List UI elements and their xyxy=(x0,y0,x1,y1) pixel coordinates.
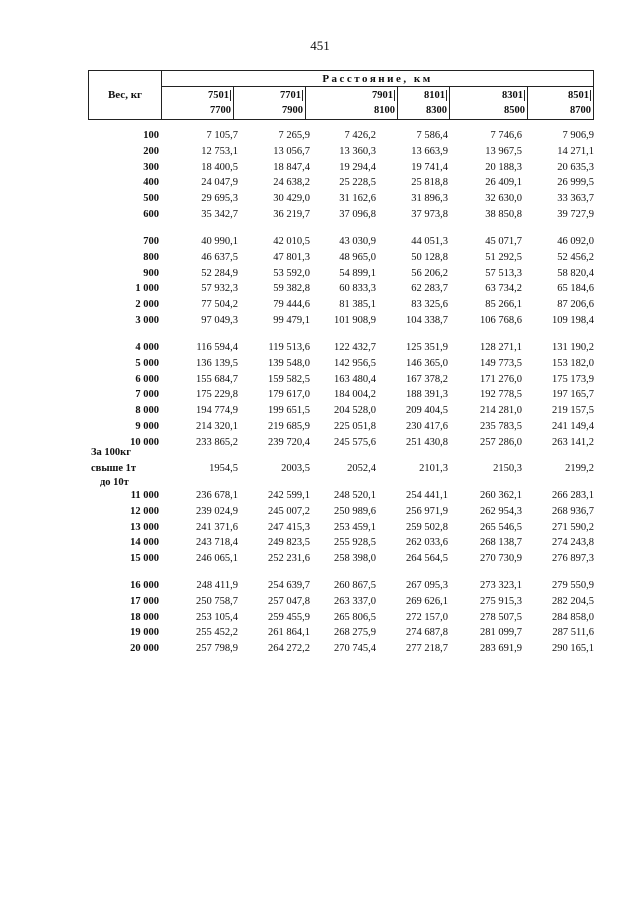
rate-cell: 29 695,3 xyxy=(201,193,238,204)
rate-cell: 260 362,1 xyxy=(480,490,522,501)
table-row xyxy=(88,299,594,313)
rate-cell: 250 758,7 xyxy=(196,596,238,607)
rate-cell: 214 320,1 xyxy=(196,421,238,432)
weight-cell: 1 000 xyxy=(135,283,159,294)
rate-cell: 7 586,4 xyxy=(416,130,448,141)
rate-cell: 274 687,8 xyxy=(406,627,448,638)
rate-cell: 54 899,1 xyxy=(339,268,376,279)
rate-cell: 257 286,0 xyxy=(480,437,522,448)
table-row xyxy=(88,162,594,176)
rate-cell: 192 778,5 xyxy=(480,389,522,400)
distance-to: 8300 xyxy=(426,105,447,116)
rate-cell: 245 007,2 xyxy=(268,506,310,517)
rate-cell: 256 971,9 xyxy=(406,506,448,517)
rate-cell: 263 141,2 xyxy=(552,437,594,448)
rate-cell: 268 138,7 xyxy=(480,537,522,548)
rate-cell: 65 184,6 xyxy=(557,283,594,294)
rate-cell: 214 281,0 xyxy=(480,405,522,416)
distance-column-header xyxy=(162,87,233,119)
rate-cell: 45 071,7 xyxy=(485,236,522,247)
distance-column-header xyxy=(233,87,305,119)
table-row xyxy=(88,268,594,282)
rate-cell: 149 773,5 xyxy=(480,358,522,369)
weight-cell: 15 000 xyxy=(130,553,159,564)
rate-cell: 184 004,2 xyxy=(334,389,376,400)
rate-cell: 125 351,9 xyxy=(406,342,448,353)
rate-cell: 7 906,9 xyxy=(562,130,594,141)
rate-cell: 272 157,0 xyxy=(406,612,448,623)
rate-cell: 52 284,9 xyxy=(201,268,238,279)
rate-cell: 245 575,6 xyxy=(334,437,376,448)
rate-cell: 99 479,1 xyxy=(273,315,310,326)
rate-cell: 225 051,8 xyxy=(334,421,376,432)
weight-cell: 18 000 xyxy=(130,612,159,623)
weight-cell: 6 000 xyxy=(135,374,159,385)
rate-cell: 36 219,7 xyxy=(273,209,310,220)
weight-cell: 4 000 xyxy=(135,342,159,353)
rate-cell: 269 626,1 xyxy=(406,596,448,607)
rate-cell: 250 989,6 xyxy=(334,506,376,517)
weight-cell: 100 xyxy=(143,130,159,141)
rate-cell: 264 564,5 xyxy=(406,553,448,564)
weight-cell: 300 xyxy=(143,162,159,173)
rate-cell: 175 229,8 xyxy=(196,389,238,400)
rate-cell: 33 363,7 xyxy=(557,193,594,204)
rate-cell: 31 162,6 xyxy=(339,193,376,204)
distance-column-header xyxy=(397,87,449,119)
rate-cell: 268 936,7 xyxy=(552,506,594,517)
rate-cell: 40 990,1 xyxy=(201,236,238,247)
rate-cell: 116 594,4 xyxy=(196,342,238,353)
distance-from: 8501 xyxy=(568,90,589,101)
rate-cell: 51 292,5 xyxy=(485,252,522,263)
rate-cell: 194 774,9 xyxy=(196,405,238,416)
rate-cell: 257 047,8 xyxy=(268,596,310,607)
rate-cell: 153 182,0 xyxy=(552,358,594,369)
distance-column-header xyxy=(305,87,397,119)
distance-from: 7501 xyxy=(208,90,229,101)
rate-cell: 159 582,5 xyxy=(268,374,310,385)
rate-cell: 87 206,6 xyxy=(557,299,594,310)
rate-cell: 265 546,5 xyxy=(480,522,522,533)
table-row xyxy=(88,627,594,641)
weight-cell: 900 xyxy=(143,268,159,279)
rate-cell: 37 973,8 xyxy=(411,209,448,220)
rate-cell: 7 265,9 xyxy=(278,130,310,141)
rate-cell: 20 635,3 xyxy=(557,162,594,173)
rate-cell: 128 271,1 xyxy=(480,342,522,353)
table-row xyxy=(88,236,594,250)
rate-cell: 119 513,6 xyxy=(268,342,310,353)
weight-cell: 3 000 xyxy=(135,315,159,326)
rate-cell: 37 096,8 xyxy=(339,209,376,220)
weight-cell: 2 000 xyxy=(135,299,159,310)
page-number: 451 xyxy=(310,38,330,53)
rate-cell: 38 850,8 xyxy=(485,209,522,220)
rate-cell: 57 513,3 xyxy=(485,268,522,279)
rate-cell: 171 276,0 xyxy=(480,374,522,385)
rate-cell: 2052,4 xyxy=(347,463,376,474)
rate-cell: 60 833,3 xyxy=(339,283,376,294)
rate-cell: 101 908,9 xyxy=(334,315,376,326)
rate-cell: 24 047,9 xyxy=(201,177,238,188)
rate-cell: 122 432,7 xyxy=(334,342,376,353)
rate-cell: 255 928,5 xyxy=(334,537,376,548)
distance-from: 7701 xyxy=(280,90,301,101)
rate-cell: 242 599,1 xyxy=(268,490,310,501)
rate-cell: 273 323,1 xyxy=(480,580,522,591)
rate-cell: 18 847,4 xyxy=(273,162,310,173)
rate-cell: 278 507,5 xyxy=(480,612,522,623)
table-row xyxy=(88,389,594,403)
rate-cell: 2101,3 xyxy=(419,463,448,474)
rate-cell: 261 864,1 xyxy=(268,627,310,638)
rate-cell: 31 896,3 xyxy=(411,193,448,204)
weight-cell: 12 000 xyxy=(130,506,159,517)
weight-cell: 5 000 xyxy=(135,358,159,369)
up-to-10t-label: до 10т xyxy=(100,477,129,488)
rate-cell: 58 820,4 xyxy=(557,268,594,279)
rate-cell: 270 745,4 xyxy=(334,643,376,654)
rate-cell: 255 452,2 xyxy=(196,627,238,638)
table-row xyxy=(88,358,594,372)
weight-column-header: Вес, кг xyxy=(89,71,162,119)
rate-cell: 279 550,9 xyxy=(552,580,594,591)
rate-cell: 175 173,9 xyxy=(552,374,594,385)
weight-cell: 800 xyxy=(143,252,159,263)
rate-cell: 290 165,1 xyxy=(552,643,594,654)
distance-from: 8301 xyxy=(502,90,523,101)
rate-cell: 263 337,0 xyxy=(334,596,376,607)
rate-cell: 243 718,4 xyxy=(196,537,238,548)
weight-cell: 10 000 xyxy=(130,437,159,448)
rate-cell: 258 398,0 xyxy=(334,553,376,564)
rate-cell: 219 157,5 xyxy=(552,405,594,416)
rate-cell: 19 294,4 xyxy=(339,162,376,173)
weight-cell: 17 000 xyxy=(130,596,159,607)
distance-to: 8700 xyxy=(570,105,591,116)
weight-cell: 20 000 xyxy=(130,643,159,654)
rate-cell: 26 999,5 xyxy=(557,177,594,188)
table-row xyxy=(88,463,594,477)
rate-cell: 25 228,5 xyxy=(339,177,376,188)
rate-cell: 97 049,3 xyxy=(201,315,238,326)
table-row xyxy=(88,490,594,504)
rate-cell: 35 342,7 xyxy=(201,209,238,220)
table-row xyxy=(88,522,594,536)
rate-cell: 235 783,5 xyxy=(480,421,522,432)
rate-cell: 1954,5 xyxy=(209,463,238,474)
rate-cell: 274 243,8 xyxy=(552,537,594,548)
rate-cell: 282 204,5 xyxy=(552,596,594,607)
weight-cell: 14 000 xyxy=(130,537,159,548)
rate-cell: 43 030,9 xyxy=(339,236,376,247)
rate-cell: 246 065,1 xyxy=(196,553,238,564)
distance-to: 7700 xyxy=(210,105,231,116)
rate-cell: 53 592,0 xyxy=(273,268,310,279)
rate-cell: 44 051,3 xyxy=(411,236,448,247)
weight-cell: 13 000 xyxy=(130,522,159,533)
rate-cell: 26 409,1 xyxy=(485,177,522,188)
rate-cell: 12 753,1 xyxy=(201,146,238,157)
distance-to: 8100 xyxy=(374,105,395,116)
table-row xyxy=(88,537,594,551)
weight-cell: 600 xyxy=(143,209,159,220)
rate-cell: 259 502,8 xyxy=(406,522,448,533)
rate-cell: 239 720,4 xyxy=(268,437,310,448)
weight-cell: 8 000 xyxy=(135,405,159,416)
rate-cell: 77 504,2 xyxy=(201,299,238,310)
rate-cell: 13 360,3 xyxy=(339,146,376,157)
rate-cell: 39 727,9 xyxy=(557,209,594,220)
weight-cell: 400 xyxy=(143,177,159,188)
rate-cell: 270 730,9 xyxy=(480,553,522,564)
table-row xyxy=(88,374,594,388)
table-row xyxy=(88,506,594,520)
table-row xyxy=(88,252,594,266)
rate-cell: 281 099,7 xyxy=(480,627,522,638)
rate-cell: 248 411,9 xyxy=(196,580,238,591)
rate-cell: 62 283,7 xyxy=(411,283,448,294)
weight-cell: 7 000 xyxy=(135,389,159,400)
rate-cell: 259 455,9 xyxy=(268,612,310,623)
table-row xyxy=(88,193,594,207)
rate-cell: 219 685,9 xyxy=(268,421,310,432)
rate-cell: 46 637,5 xyxy=(201,252,238,263)
distance-to: 7900 xyxy=(282,105,303,116)
rate-cell: 109 198,4 xyxy=(552,315,594,326)
rate-cell: 167 378,2 xyxy=(406,374,448,385)
table-row xyxy=(88,421,594,435)
rate-cell: 248 520,1 xyxy=(334,490,376,501)
table-header xyxy=(88,70,594,120)
rate-cell: 254 639,7 xyxy=(268,580,310,591)
rate-cell: 253 459,1 xyxy=(334,522,376,533)
rate-cell: 25 818,8 xyxy=(411,177,448,188)
rate-cell: 104 338,7 xyxy=(406,315,448,326)
rate-cell: 265 806,5 xyxy=(334,612,376,623)
rate-cell: 204 528,0 xyxy=(334,405,376,416)
distance-from: 8101 xyxy=(424,90,445,101)
rate-cell: 230 417,6 xyxy=(406,421,448,432)
rate-cell: 13 056,7 xyxy=(273,146,310,157)
rate-cell: 47 801,3 xyxy=(273,252,310,263)
rate-cell: 267 095,3 xyxy=(406,580,448,591)
rate-cell: 283 691,9 xyxy=(480,643,522,654)
rate-cell: 287 511,6 xyxy=(552,627,594,638)
rate-cell: 254 441,1 xyxy=(406,490,448,501)
rate-cell: 284 858,0 xyxy=(552,612,594,623)
rate-cell: 251 430,8 xyxy=(406,437,448,448)
rate-cell: 241 149,4 xyxy=(552,421,594,432)
rate-cell: 271 590,2 xyxy=(552,522,594,533)
rate-cell: 50 128,8 xyxy=(411,252,448,263)
table-row xyxy=(88,580,594,594)
rate-cell: 30 429,0 xyxy=(273,193,310,204)
rate-cell: 257 798,9 xyxy=(196,643,238,654)
table-row xyxy=(88,315,594,329)
distance-column-header xyxy=(449,87,527,119)
rate-cell: 2150,3 xyxy=(493,463,522,474)
table-row xyxy=(88,643,594,657)
table-row xyxy=(88,405,594,419)
rate-cell: 253 105,4 xyxy=(196,612,238,623)
rate-cell: 262 954,3 xyxy=(480,506,522,517)
rate-cell: 268 275,9 xyxy=(334,627,376,638)
rate-cell: 7 746,6 xyxy=(490,130,522,141)
rate-cell: 63 734,2 xyxy=(485,283,522,294)
rate-cell: 83 325,6 xyxy=(411,299,448,310)
rate-cell: 252 231,6 xyxy=(268,553,310,564)
rate-cell: 233 865,2 xyxy=(196,437,238,448)
table-row xyxy=(88,342,594,356)
weight-cell: 500 xyxy=(143,193,159,204)
rate-cell: 2003,5 xyxy=(281,463,310,474)
rate-cell: 276 897,3 xyxy=(552,553,594,564)
rate-cell: 19 741,4 xyxy=(411,162,448,173)
rate-cell: 197 165,7 xyxy=(552,389,594,400)
rate-cell: 188 391,3 xyxy=(406,389,448,400)
table-row xyxy=(88,146,594,160)
rate-cell: 264 272,2 xyxy=(268,643,310,654)
weight-cell: 9 000 xyxy=(135,421,159,432)
rate-cell: 146 365,0 xyxy=(406,358,448,369)
rate-cell: 199 651,5 xyxy=(268,405,310,416)
table-row xyxy=(88,437,594,451)
rate-cell: 46 092,0 xyxy=(557,236,594,247)
distance-to: 8500 xyxy=(504,105,525,116)
rate-cell: 262 033,6 xyxy=(406,537,448,548)
weight-cell: 11 000 xyxy=(130,490,159,501)
rate-cell: 24 638,2 xyxy=(273,177,310,188)
rate-cell: 13 663,9 xyxy=(411,146,448,157)
weight-cell: 700 xyxy=(143,236,159,247)
rate-cell: 20 188,3 xyxy=(485,162,522,173)
rate-cell: 42 010,5 xyxy=(273,236,310,247)
weight-cell: 16 000 xyxy=(130,580,159,591)
rate-cell: 209 404,5 xyxy=(406,405,448,416)
rate-cell: 85 266,1 xyxy=(485,299,522,310)
table-row xyxy=(88,553,594,567)
per-100kg-label: За 100кг xyxy=(91,447,131,458)
rate-cell: 136 139,5 xyxy=(196,358,238,369)
rate-cell: 7 105,7 xyxy=(206,130,238,141)
rate-cell: 52 456,2 xyxy=(557,252,594,263)
rate-cell: 14 271,1 xyxy=(557,146,594,157)
rate-cell: 241 371,6 xyxy=(196,522,238,533)
table-row xyxy=(88,209,594,223)
weight-cell: 19 000 xyxy=(130,627,159,638)
rate-cell: 179 617,0 xyxy=(268,389,310,400)
rate-cell: 163 480,4 xyxy=(334,374,376,385)
rate-cell: 32 630,0 xyxy=(485,193,522,204)
rate-cell: 57 932,3 xyxy=(201,283,238,294)
rate-cell: 236 678,1 xyxy=(196,490,238,501)
rate-cell: 81 385,1 xyxy=(339,299,376,310)
rate-cell: 106 768,6 xyxy=(480,315,522,326)
rate-cell: 56 206,2 xyxy=(411,268,448,279)
rate-cell: 139 548,0 xyxy=(268,358,310,369)
table-row xyxy=(88,596,594,610)
rate-cell: 247 415,3 xyxy=(268,522,310,533)
rate-cell: 13 967,5 xyxy=(485,146,522,157)
rate-cell: 79 444,6 xyxy=(273,299,310,310)
table-row xyxy=(88,612,594,626)
distance-from: 7901 xyxy=(372,90,393,101)
table-row xyxy=(88,130,594,144)
weight-cell: 200 xyxy=(143,146,159,157)
rate-cell: 142 956,5 xyxy=(334,358,376,369)
rate-cell: 277 218,7 xyxy=(406,643,448,654)
rate-cell: 18 400,5 xyxy=(201,162,238,173)
rate-cell: 2199,2 xyxy=(565,463,594,474)
rate-cell: 239 024,9 xyxy=(196,506,238,517)
rate-cell: 260 867,5 xyxy=(334,580,376,591)
distance-column-header xyxy=(527,87,593,119)
rate-cell: 7 426,2 xyxy=(344,130,376,141)
rate-cell: 131 190,2 xyxy=(552,342,594,353)
rate-cell: 266 283,1 xyxy=(552,490,594,501)
table-row xyxy=(88,177,594,191)
rate-cell: 48 965,0 xyxy=(339,252,376,263)
distance-header: Расстояние, км xyxy=(162,71,593,87)
table-row xyxy=(88,283,594,297)
rate-cell: 59 382,8 xyxy=(273,283,310,294)
rate-cell: 275 915,3 xyxy=(480,596,522,607)
rate-cell: 155 684,7 xyxy=(196,374,238,385)
rate-cell: 249 823,5 xyxy=(268,537,310,548)
over-1t-label: свыше 1т xyxy=(91,463,137,474)
